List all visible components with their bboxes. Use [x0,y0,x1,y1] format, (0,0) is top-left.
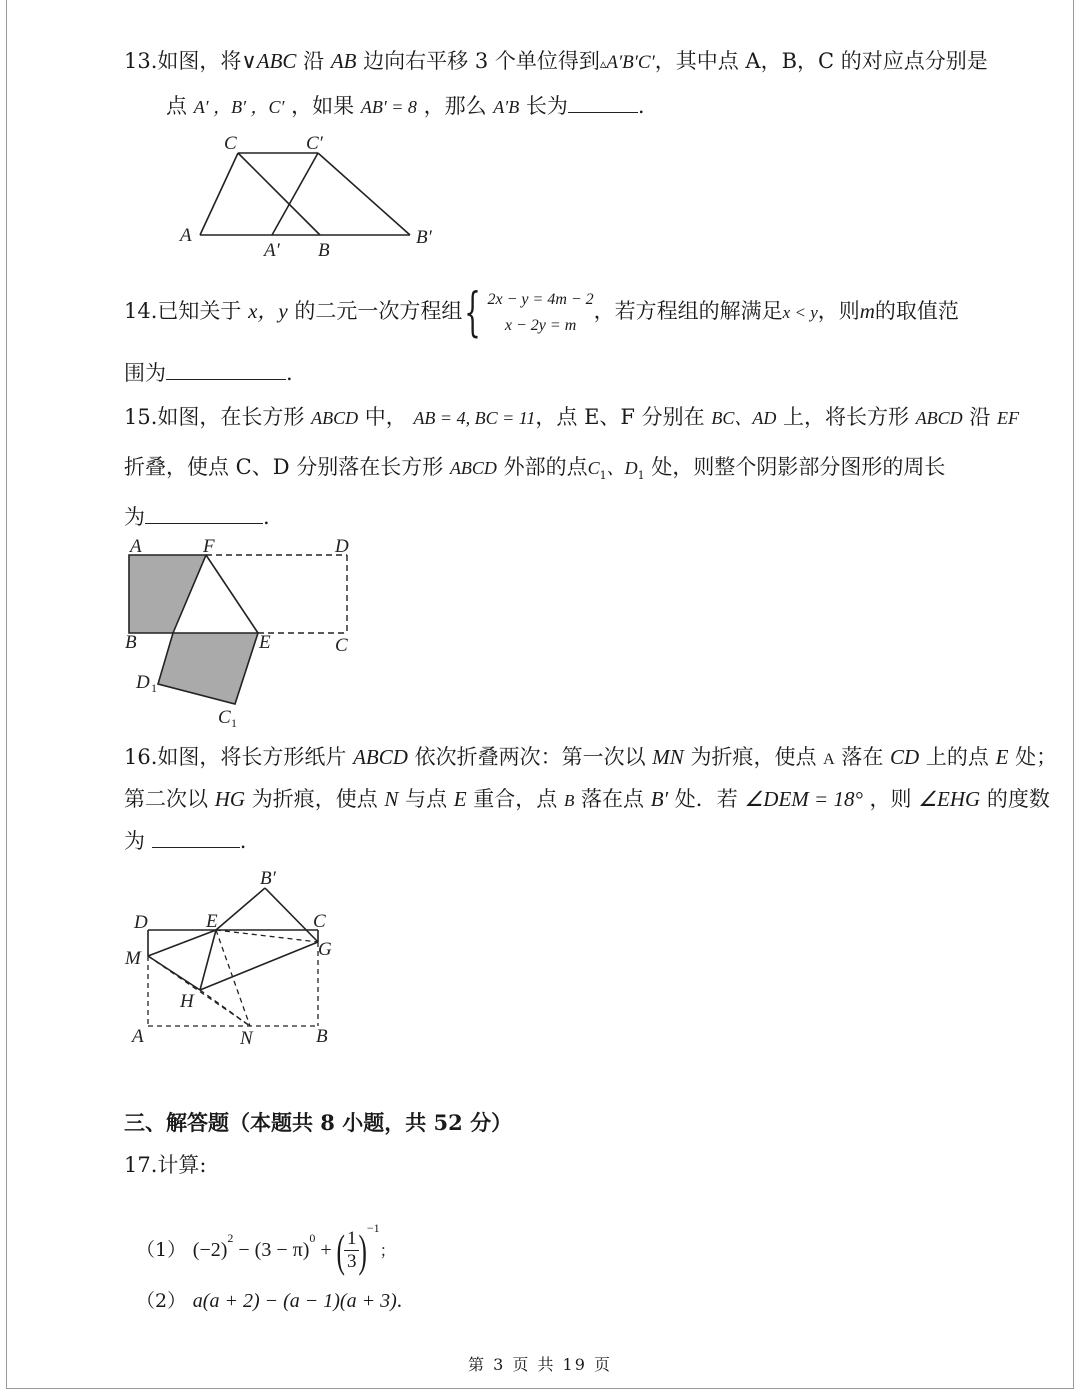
fig16-he [200,930,216,990]
fig15-label-d: D [335,536,349,557]
section-heading: 三、解答题（本题共 8 小题，共 52 分） [124,1110,513,1135]
q14-line1: 14.已知关于 x，y 的二元一次方程组{ 2x − y = 4m − 2 x − 2y = m ，若方程组的解满足x < y，则m的取值范 [124,282,959,343]
fig15-label-f: F [203,536,215,557]
fig15-label-b: B [125,632,137,653]
fig16-label-d: D [134,912,148,933]
q16-line1: 16.如图，将长方形纸片 ABCD 依次折叠两次：第一次以 MN 为折痕，使点 A 落在 CD 上的点 E 处； [124,745,1058,769]
q15-line3: 为 . [124,505,270,529]
answer-blank [152,827,240,848]
figure-16 [120,864,350,1050]
fig15-shade-left [129,555,206,633]
fig15-label-d1: D [136,672,150,693]
fig13-label-a-prime: A′ [264,240,280,261]
q17-part1: （1） $(-2)^2 - (3 - \pi)^0$ + ( $\frac{1}{3}$ )$^{-1}$； [136,1221,396,1276]
fraction-one-third: $\frac{1}{3}$ [344,1228,360,1273]
fig16-label-b-prime: B′ [260,868,276,889]
q17-part2: （2） a(a + 2) − (a − 1)(a + 3). [136,1288,402,1312]
fig15-label-e: E [259,632,271,653]
q17-title: 17.计算: [124,1153,207,1177]
fig15-shade-bottom [158,633,258,704]
fig16-me [148,930,216,956]
q15-line2: 折叠，使点 C、D 分别落在长方形 ABCD 外部的点$C_1$、$D_1$ 处，则整个阴影部分图形的周长 [124,455,946,483]
fig16-eb [216,888,265,930]
fig16-bg [265,888,318,942]
fig16-label-a: A [132,1026,144,1047]
answer-blank [145,503,263,524]
fig15-label-c: C [335,635,348,656]
fig13-label-b-prime: B′ [416,227,432,248]
system-brace: { [464,282,482,343]
fig15-label-c1: C [218,707,231,728]
answer-blank [568,92,638,113]
fig13-label-c-prime: C′ [306,133,323,154]
fig13-label-b: B [318,240,330,261]
figure-15 [118,534,368,734]
fig15-label-a: A [130,536,142,557]
q13-line1: 13.如图，将∨ABC 沿 AB 边向右平移 3 个单位得到▵A′B′C′，其中点 A，B，C 的对应点分别是 [124,49,988,73]
q16-line3: 为 . [124,829,247,853]
answer-blank [166,359,286,380]
fig16-label-h: H [180,991,194,1012]
q14-line2: 围为 . [124,361,293,385]
fig13-label-c: C [224,133,237,154]
fig16-label-m: M [125,948,141,969]
fig16-label-g: G [318,939,332,960]
q15-line1: 15.如图，在长方形 ABCD 中， AB = 4, BC = 11，点 E、F 分别在 BC、AD 上，将长方形 ABCD 沿 EF [124,405,1020,429]
fig16-dashed [148,930,318,1026]
fig16-hg [200,942,318,990]
fig16-label-c: C [313,911,326,932]
q16-line2: 第二次以 HG 为折痕，使点 N 与点 E 重合，点 B 落在点 B′ 处．若 ∠DEM = 18° ，则 ∠EHG 的度数 [124,787,1050,811]
fig16-label-e: E [206,911,218,932]
fig15-dashed-rect [206,555,347,633]
figure-13 [170,128,450,263]
fig16-label-b: B [316,1026,328,1047]
fig13-line-cb2 [318,153,410,235]
q13-line2: 点 A′ ，B′ ，C′ ，如果 AB′ = 8 ，那么 A′B 长为 . [166,94,645,118]
fig16-label-n: N [240,1028,253,1049]
fig13-label-a: A [180,225,192,246]
svg-text:1: 1 [151,681,157,695]
equation-system: 2x − y = 4m − 2 x − 2y = m [487,290,594,334]
fig13-line-ac [200,153,238,235]
svg-text:1: 1 [231,716,237,730]
page-footer: 第 3 页 共 19 页 [468,1355,612,1374]
fig15-fold-ef [206,555,258,633]
